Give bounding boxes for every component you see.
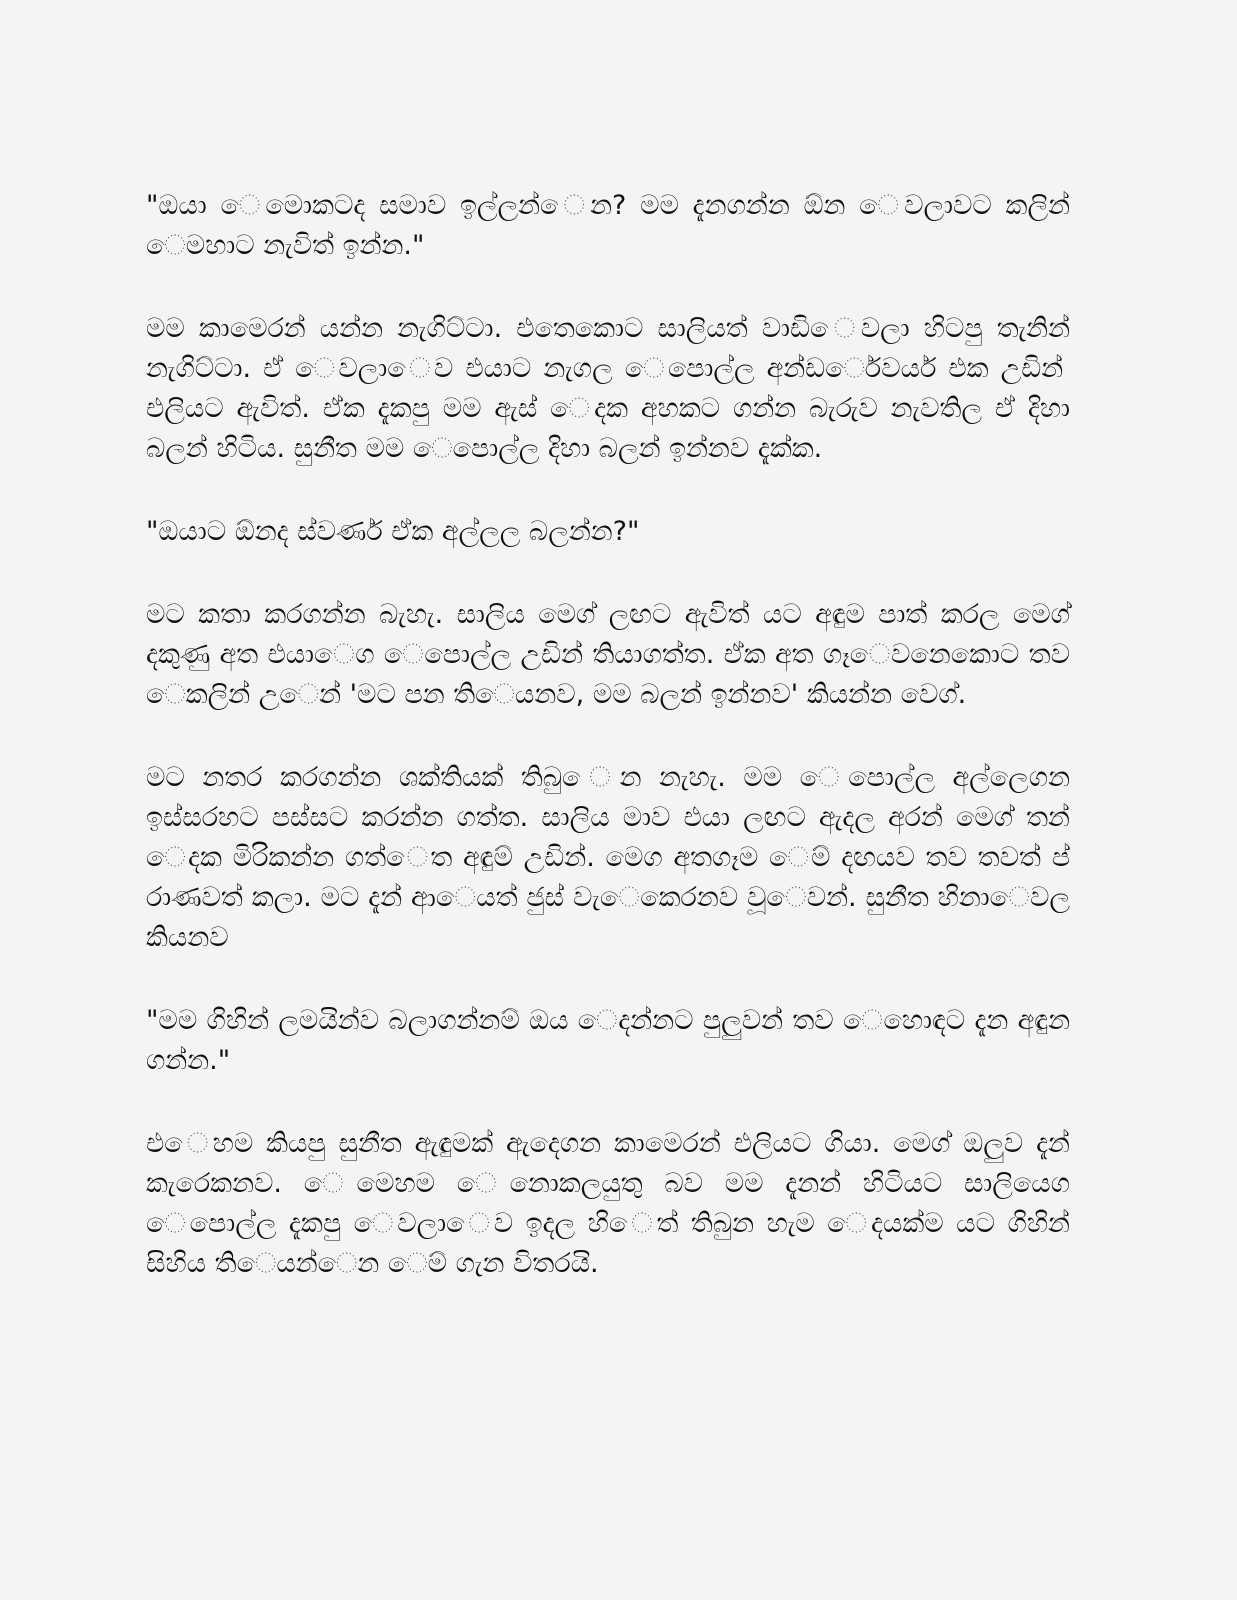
paragraph-4: මට කතා කරගන්න බැහැ. සාලිය මෙග් ලඟට ඇවිත් යට අඳුම පාත් කරල මෙග් දකුණු අත එයා◌ෙග ◌ෙපොල්ල උඩින් තියාගත්ත. ඒක අත ගෑ◌ෙවනෙකොට තව ◌ෙකලින් උ◌ෙන් 'මට පන ති◌ෙයනව, මම බලන් ඉන්නව' කියන්න වෙග්. (146, 599, 1070, 710)
paragraph-6-dialogue: "මම ගිහින් ලමයින්ව බලාගන්නම් ඔය ◌ෙදන්නට පුලුවන් තව ◌ෙහොඳට දැන අඳුන ගන්න." (146, 1005, 1070, 1076)
paragraph-1-dialogue: "ඔයා ◌ෙමොකටද සමාව ඉල්ලන්◌ෙන? මම දැනගන්න ඕන ◌ෙවලාවට කලින් ◌ෙමහාට නැවිත් ඉන්න." (146, 190, 1070, 261)
paragraph-2: මම කාමෙරන් යන්න නැගිට්ටා. එතෙකොට සාලියත් වාඩි◌ෙවලා හිටපු තැනින් නැගිට්ටා. ඒ ◌ෙවලා◌ෙව එයාට නැගල ◌ෙපොල්ල අන්ඩර්◌ෙවයර් එක උඩින් එලියට ඇවිත්. ඒක දැකපු මම ඇස් ◌ෙදක අහකට ගන්න බැරුව නැවතිල ඒ දිහා බලන් හිටිය. සුනීත මම ◌ෙපොල්ල දිහා බලන් ඉන්නව දැක්ක. (146, 313, 1070, 464)
document-page (146, 186, 1070, 1327)
paragraph-7: එ◌ෙහම කියපු සුනීත ඇඳුමක් ඇදෙගන කාමෙරන් එලියට ගියා. මෙග් ඔලුව දැන් කැරෙකනව. ◌ෙමෙහම ◌ෙනොකලයුතු බව මම දැනන් හිටියට සාලියෙග ◌ෙපොල්ල දැකපු ◌ෙවලා◌ෙව ඉදල හි◌ෙත් තිබුන හැම ◌ෙදයක්ම යට ගිහින් සිහිය ති◌ෙයන්◌ෙන ◌ෙම් ගැන විතරයි. (146, 1128, 1070, 1279)
paragraph-5: මට නතර කරගන්න ශක්තියක් තිබු◌ෙන නැහැ. මම ◌ෙපොල්ල අල්ලෙගන ඉස්සරහට පස්සට කරන්න ගත්ත. සාලිය මාව එයා ලඟට ඇදල අරන් මෙග් තන් ◌ෙදක මිරිකන්න ගත්◌ෙත අඳුම් උඩින්. මෙග අතගෑම ◌ෙම් දඟයව තව තවත් ප් රාණවත් කලා. මට දැන් ආ◌ෙයත් ජුස් වැ◌ෙකෙරනව වූ◌ෙවන්. සුනීත හිනා◌ෙවල කියනව (146, 762, 1070, 953)
paragraph-3-dialogue: "ඔයාට ඕනද ස්වර්ණ ඒක අල්ලල බලන්න?" (146, 516, 640, 547)
